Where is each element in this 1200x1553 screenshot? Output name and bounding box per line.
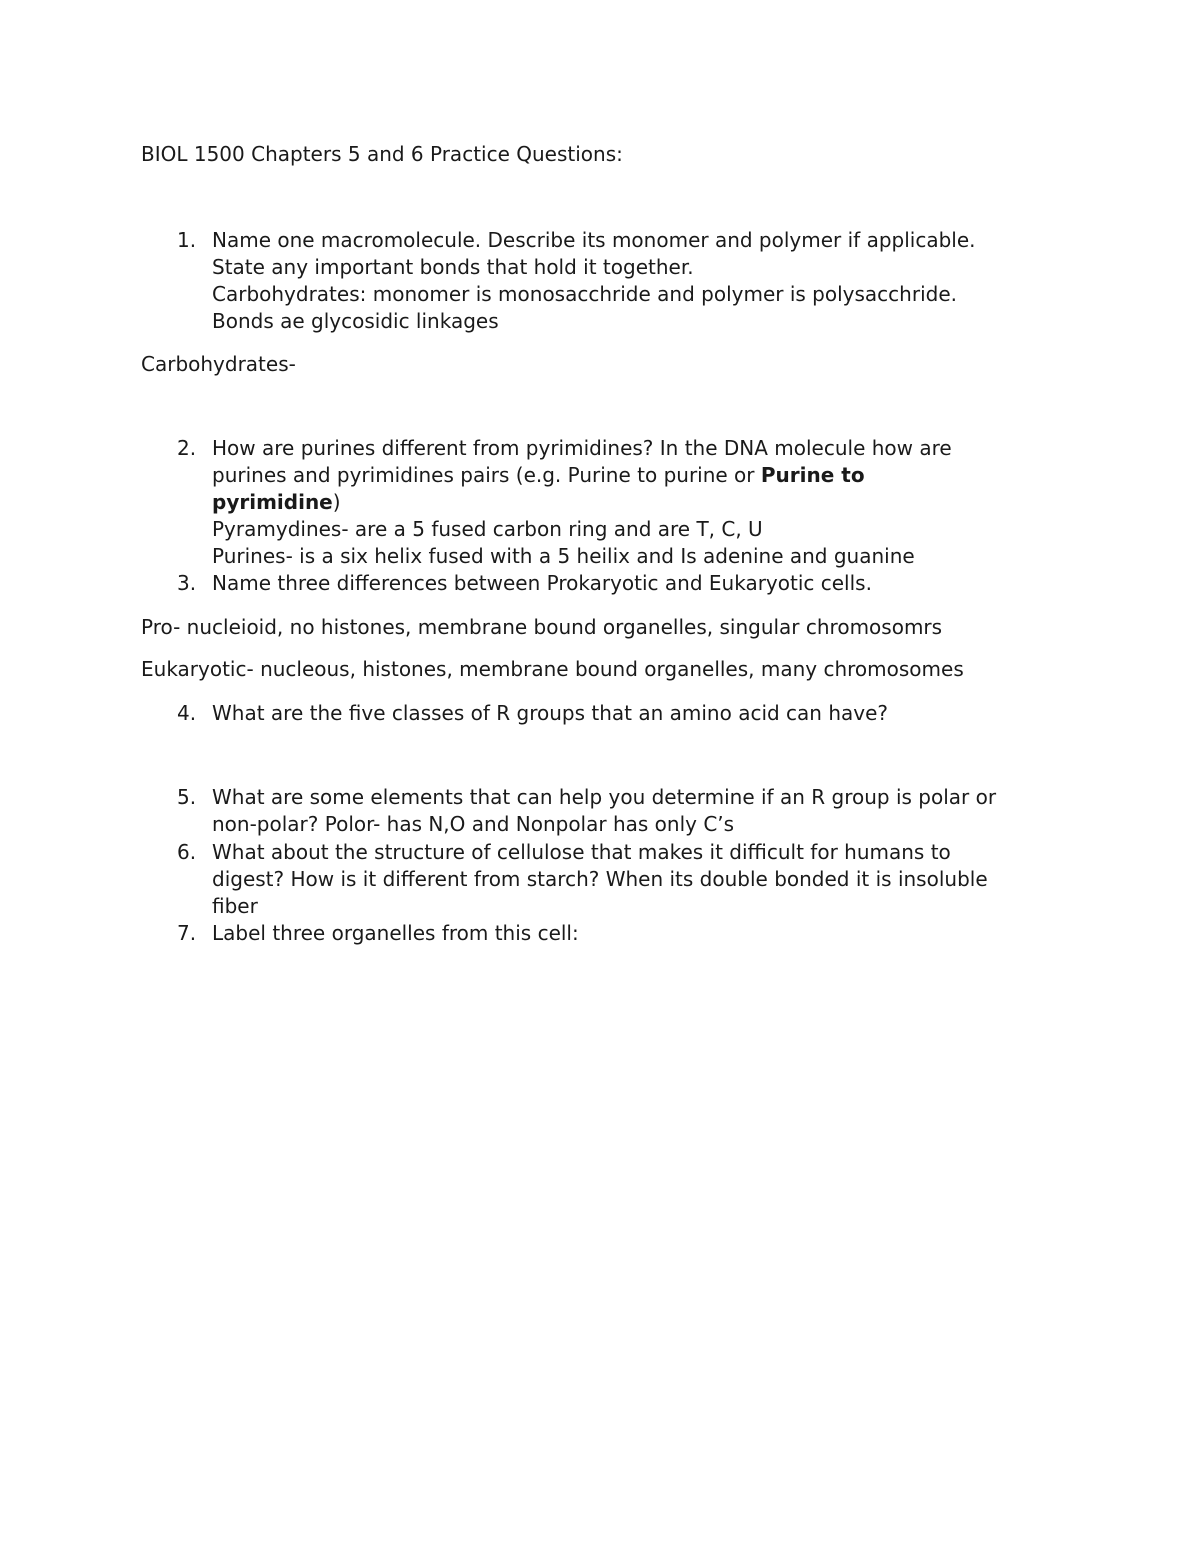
question-number: 4. [177, 701, 197, 725]
answer-text: Carbohydrates: monomer is monosacchride and polymer is polysacchride. [212, 282, 957, 306]
question-text: purines and pyrimidines pairs (e.g. Purine to purine or [212, 463, 761, 487]
question-number: 7. [177, 921, 197, 945]
question-number: 1. [177, 228, 197, 252]
question-text: Name one macromolecule. Describe its monomer and polymer if applicable. [212, 228, 976, 252]
question-number: 3. [177, 571, 197, 595]
question-text: What about the structure of cellulose that makes it difficult for humans to [212, 840, 951, 864]
question-number: 5. [177, 785, 197, 809]
question-text-line [212, 462, 1092, 489]
question-text: ) [332, 490, 341, 514]
question-text: What are some elements that can help you determine if an R group is polar or [212, 785, 997, 809]
question-text: What are the five classes of R groups that an amino acid can have? [212, 701, 889, 725]
question-body [212, 570, 1092, 597]
answer-note-prokaryotic: Pro- nucleioid, no histones, membrane bound organelles, singular chromosomrs [141, 615, 943, 639]
answer-text: fiber [212, 894, 258, 918]
answer-note-eukaryotic: Eukaryotic- nucleous, histones, membrane bound organelles, many chromosomes [141, 657, 964, 681]
question-body [212, 784, 1092, 838]
answer-note-carbohydrates: Carbohydrates- [141, 352, 296, 376]
question-body [212, 700, 1092, 727]
question-text: non-polar? Polor- has N,O and Nonpolar has only C’s [212, 812, 735, 836]
question-text: digest? How is it different from starch? When its double bonded it is insoluble [212, 867, 988, 891]
question-number: 2. [177, 436, 197, 460]
question-text: Name three differences between Prokaryotic and Eukaryotic cells. [212, 571, 872, 595]
question-text: Label three organelles from this cell: [212, 921, 579, 945]
answer-text: Pyramydines- are a 5 fused carbon ring and are T, C, U [212, 517, 763, 541]
answer-text: Bonds ae glycosidic linkages [212, 309, 499, 333]
question-body [212, 839, 1092, 920]
bold-answer: Purine to [760, 463, 865, 487]
question-text: How are purines different from pyrimidines? In the DNA molecule how are [212, 436, 952, 460]
question-body [212, 227, 1092, 335]
bold-answer: pyrimidine [212, 490, 333, 514]
question-number: 6. [177, 840, 197, 864]
document-title: BIOL 1500 Chapters 5 and 6 Practice Questions: [141, 142, 623, 166]
answer-text: Purines- is a six helix fused with a 5 heilix and Is adenine and guanine [212, 544, 915, 568]
question-body [212, 435, 1092, 570]
question-text: State any important bonds that hold it together. [212, 255, 694, 279]
question-text-line [212, 489, 1092, 516]
question-body [212, 920, 1092, 947]
